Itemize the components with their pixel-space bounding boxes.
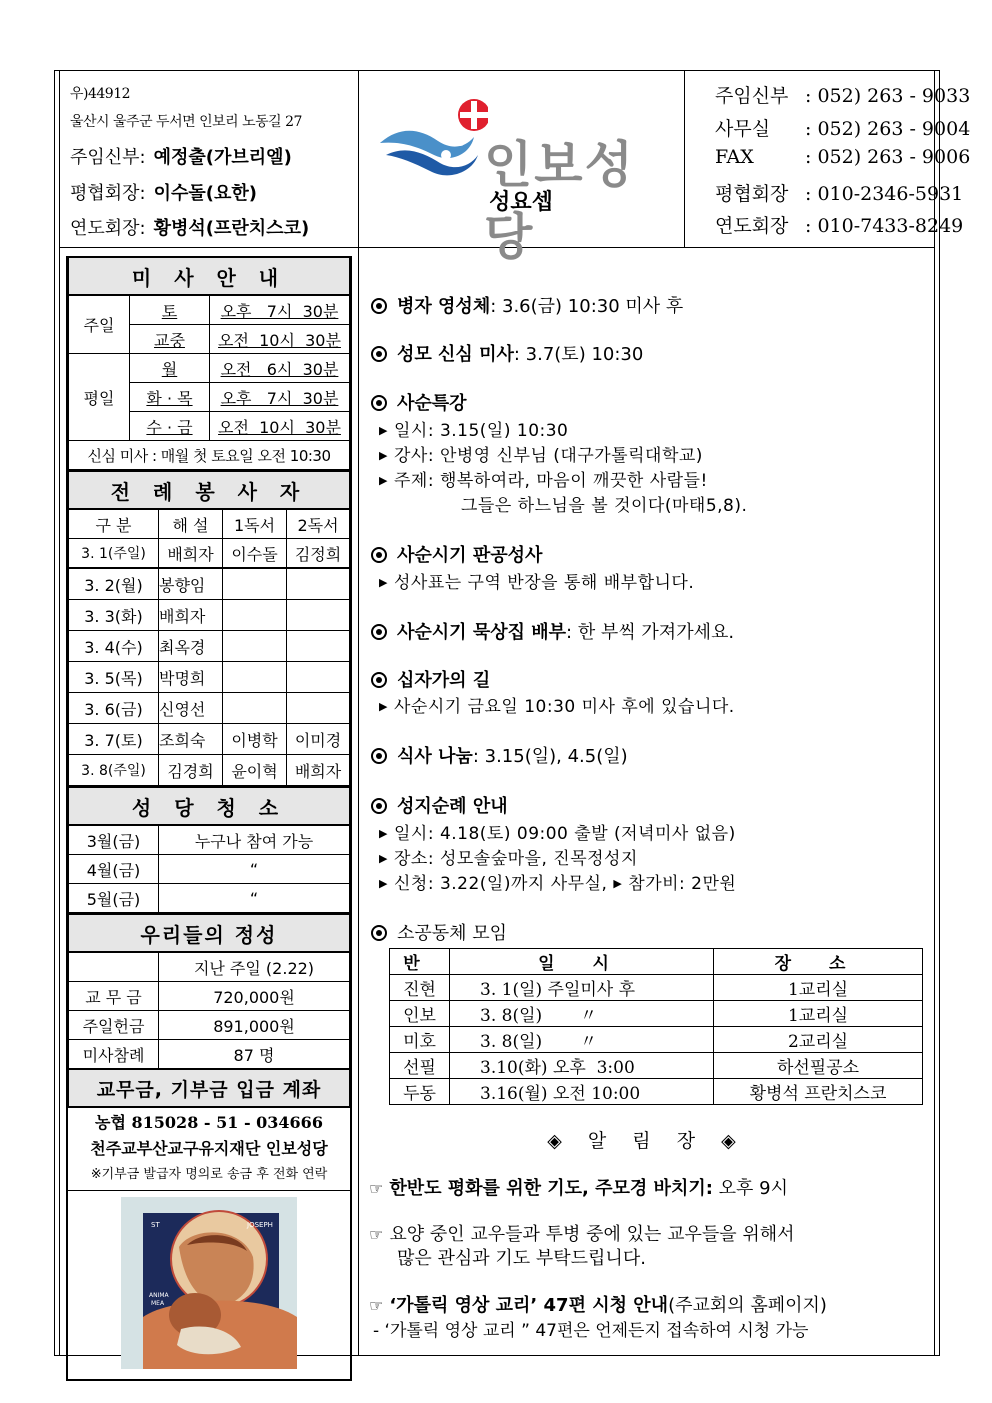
- radio-bullet-icon: [371, 298, 387, 314]
- radio-bullet-icon: [371, 547, 387, 563]
- announcement-item: 병자 영성체: 3.6(금) 10:30 미사 후: [371, 292, 683, 318]
- table-row: 두동 3.16(월) 오전 10:00 황병석 프란치스코: [390, 1079, 923, 1105]
- triangle-bullet-icon: ▶: [379, 474, 388, 487]
- table-row: 3. 2(월) 봉향임: [69, 568, 350, 600]
- contact-prayer-leader: 연도회장 : 010-7433-8249: [715, 215, 964, 237]
- col-header: 반: [390, 949, 450, 975]
- table-row: 4월(금) “: [69, 855, 350, 884]
- liturgy-servers-table: [68, 470, 350, 786]
- pastor-name: 예정출(가브리엘): [153, 147, 292, 168]
- contact-list: [684, 71, 971, 247]
- announcement-item: 소공동체 모임: [371, 919, 507, 945]
- svg-text:ANIMA: ANIMA: [149, 1292, 169, 1299]
- notice-item: ☞ 요양 중인 교우들과 투병 중에 있는 교우들을 위해서: [369, 1224, 795, 1245]
- table-row: 3. 5(목) 박명희: [69, 662, 350, 693]
- col-header: 해 설: [159, 509, 223, 539]
- svg-text:MEA: MEA: [151, 1300, 165, 1307]
- table-row: 미호 3. 8(일) 〃 2교리실: [390, 1027, 923, 1053]
- account-note: ※기부금 발급자 명의로 송금 후 전화 연락: [90, 1167, 328, 1182]
- triangle-bullet-icon: ▶: [379, 877, 388, 890]
- table-row: 진현 3. 1(일) 주일미사 후 1교리실: [390, 975, 923, 1001]
- servers-title: 전 례 봉 사 자: [69, 471, 350, 509]
- mass-title: 미 사 안 내: [69, 258, 350, 295]
- col-header: 구 분: [69, 509, 159, 539]
- notice-item-continued: 많은 관심과 기도 부탁드립니다.: [397, 1248, 646, 1269]
- small-community-table: [389, 948, 923, 1105]
- account-holder: 천주교부산교구유지재단 인보성당: [90, 1139, 328, 1158]
- zip-code: 우)44912: [70, 86, 131, 102]
- church-title: [358, 71, 684, 266]
- st-joseph-icon-image: [121, 1197, 297, 1369]
- table-row: 교 무 금 720,000원: [69, 982, 350, 1011]
- notice-item: ☞ ‘가톨릭 영상 교리’ 47편 시청 안내(주교회의 홈페이지): [369, 1295, 827, 1316]
- sub-item-continued: 그들은 하느님을 볼 것이다(마태5,8).: [461, 496, 748, 516]
- contact-council: 평협회장 : 010-2346-5931: [715, 182, 964, 205]
- right-column: [359, 248, 934, 1355]
- group-weekday: 평일: [69, 354, 130, 441]
- offering-week: 지난 주일 (2.22): [159, 952, 350, 982]
- table-row: 3. 8(주일) 김경희 윤이혁 배희자: [69, 755, 350, 786]
- council-president-row: [70, 179, 257, 205]
- wave-cross-logo-icon: [378, 97, 488, 177]
- svg-text:ST: ST: [151, 1221, 160, 1229]
- announcement-item: 식사 나눔: 3.15(일), 4.5(일): [371, 742, 628, 768]
- mass-day: 토: [130, 295, 210, 325]
- sub-item: ▶ 주제: 행복하여라, 마음이 깨끗한 사람들!: [379, 471, 708, 491]
- prayer-leader-label: 연도회장:: [70, 218, 146, 239]
- table-row: 3. 4(수) 최옥경: [69, 631, 350, 662]
- pointing-hand-icon: ☞: [369, 1225, 384, 1244]
- cleaning-title: 성 당 청 소: [69, 787, 350, 825]
- table-row: 3. 7(토) 조희숙 이병학 이미경: [69, 724, 350, 755]
- address: 울산시 울주군 두서면 인보리 노동길 27: [70, 114, 302, 130]
- contact-office: 사무실 : 052) 263 - 9004: [715, 117, 971, 140]
- church-name: 인보성당: [484, 136, 635, 266]
- devotion-mass-note: 신심 미사 : 매월 첫 토요일 오전 10:30: [69, 441, 350, 470]
- mass-time: 오전 10시 30분: [210, 325, 350, 354]
- svg-text:JOSEPH: JOSEPH: [247, 1221, 273, 1229]
- council-label: 평협회장:: [70, 183, 146, 204]
- radio-bullet-icon: [371, 672, 387, 688]
- left-column: [60, 248, 359, 1355]
- mass-day: 교중: [130, 325, 210, 354]
- mass-time: 오후 7시 30분: [210, 383, 350, 412]
- triangle-bullet-icon: ▶: [379, 852, 388, 865]
- sub-item: ▶ 장소: 성모솔숲마을, 진목정성지: [379, 849, 638, 869]
- table-row: 3. 1(주일) 배희자 이수돌 김정희: [69, 539, 350, 569]
- col-header: 장 소: [714, 949, 923, 975]
- triangle-bullet-icon: ▶: [379, 700, 388, 713]
- mass-schedule-table: [68, 258, 350, 470]
- prayer-leader-row: [70, 214, 309, 240]
- group-sunday: 주일: [69, 295, 130, 354]
- radio-bullet-icon: [371, 624, 387, 640]
- col-header: 1독서: [223, 509, 287, 539]
- council-name: 이수돌(요한): [153, 183, 258, 204]
- pastor-label: 주임신부:: [70, 147, 146, 168]
- sub-item: ▶ 강사: 안병영 신부님 (대구가톨릭대학교): [379, 446, 703, 466]
- triangle-bullet-icon: ▶: [613, 877, 623, 890]
- announcement-item: 십자가의 길: [371, 666, 490, 692]
- col-header: 2독서: [287, 509, 350, 539]
- notice-board-title: ◈ 알 림 장 ◈: [547, 1130, 746, 1152]
- mass-day: 월: [130, 354, 210, 383]
- contact-pastor: 주임신부 : 052) 263 - 9033: [715, 85, 971, 107]
- notice-item-continued: - ‘가톨릭 영상 교리 ” 47편은 언제든지 접속하여 시청 가능: [373, 1321, 809, 1341]
- radio-bullet-icon: [371, 346, 387, 362]
- church-cleaning-table: [68, 786, 350, 913]
- account-number: 농협 815028 - 51 - 034666: [95, 1113, 323, 1132]
- table-row: 선필 3.10(화) 오후 3:00 하선필공소: [390, 1053, 923, 1079]
- announcement-item: 사순특강: [371, 389, 467, 415]
- announcement-item: 사순시기 묵상집 배부: 한 부씩 가져가세요.: [371, 618, 734, 644]
- account-title: 교무금, 기부금 입금 계좌: [69, 1069, 350, 1107]
- mass-time: 오후 7시 30분: [210, 295, 350, 325]
- table-row: 주일헌금 891,000원: [69, 1011, 350, 1040]
- table-row: 3월(금) 누구나 참여 가능: [69, 825, 350, 855]
- sub-item: ▶ 사순시기 금요일 10:30 미사 후에 있습니다.: [379, 697, 735, 717]
- offering-title: 우리들의 정성: [69, 914, 350, 952]
- radio-bullet-icon: [371, 798, 387, 814]
- info-box: [66, 256, 352, 1381]
- mass-day: 화 · 목: [130, 383, 210, 412]
- pointing-hand-icon: ☞: [369, 1296, 384, 1315]
- triangle-bullet-icon: ▶: [379, 424, 388, 437]
- triangle-bullet-icon: ▶: [379, 449, 388, 462]
- col-header: 일 시: [450, 949, 714, 975]
- announcement-item: 성지순례 안내: [371, 792, 508, 818]
- pastor-row: [70, 143, 292, 169]
- sub-item: ▶ 성사표는 구역 반장을 통해 배부합니다.: [379, 573, 695, 593]
- sub-item: ▶ 일시: 3.15(일) 10:30: [379, 421, 569, 441]
- sub-item: ▶ 일시: 4.18(토) 09:00 출발 (저녁미사 없음): [379, 824, 736, 844]
- mass-time: 오전 10시 30분: [210, 412, 350, 441]
- contact-fax: FAX : 052) 263 - 9006: [715, 146, 971, 168]
- table-row: 3. 6(금) 신영선: [69, 693, 350, 724]
- radio-bullet-icon: [371, 925, 387, 941]
- bulletin-page: [54, 70, 971, 1356]
- bulletin-frame: [59, 71, 971, 1355]
- table-row: 5월(금) “: [69, 884, 350, 913]
- pointing-hand-icon: ☞: [369, 1179, 384, 1198]
- st-joseph-icon: [121, 1197, 297, 1369]
- table-row: 미사참례 87 명: [69, 1040, 350, 1070]
- sub-item: ▶ 신청: 3.22(일)까지 사무실, ▶ 참가비: 2만원: [379, 874, 737, 894]
- table-row: 3. 3(화) 배희자: [69, 600, 350, 631]
- feast-title: 성요셉: [489, 189, 553, 215]
- notice-item: ☞ 한반도 평화를 위한 기도, 주모경 바치기: 오후 9시: [369, 1178, 788, 1199]
- table-row: 인보 3. 8(일) 〃 1교리실: [390, 1001, 923, 1027]
- announcement-item: 성모 신심 미사: 3.7(토) 10:30: [371, 340, 643, 366]
- offering-table: [68, 913, 350, 1108]
- header: [60, 71, 971, 266]
- triangle-bullet-icon: ▶: [379, 827, 388, 840]
- bank-account: [68, 1108, 350, 1190]
- mass-time: 오전 6시 30분: [210, 354, 350, 383]
- radio-bullet-icon: [371, 395, 387, 411]
- announcement-item: 사순시기 판공성사: [371, 541, 542, 567]
- parish-info: [60, 71, 359, 247]
- mass-day: 수 · 금: [130, 412, 210, 441]
- triangle-bullet-icon: ▶: [379, 576, 388, 589]
- prayer-leader-name: 황병석(프란치스코): [153, 218, 310, 239]
- radio-bullet-icon: [371, 748, 387, 764]
